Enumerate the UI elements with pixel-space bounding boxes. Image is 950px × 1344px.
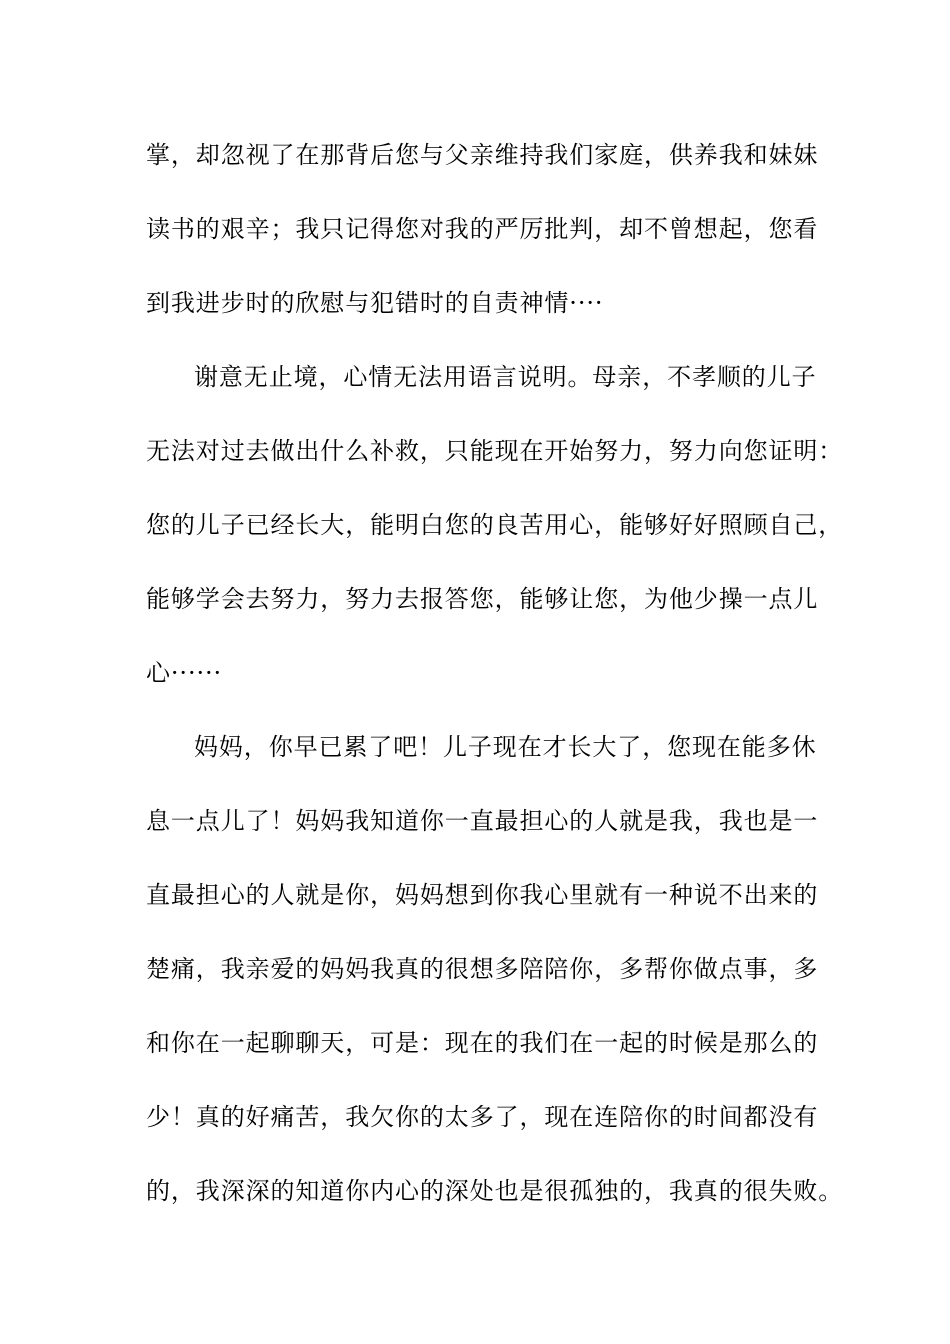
body-text: [146, 133, 844, 1243]
text-line: 的，我深深的知道你内心的深处也是很孤独的，我真的很失败。: [146, 1177, 844, 1205]
text-line: 和你在一起聊聊天，可是：现在的我们在一起的时候是那么的: [146, 1029, 819, 1057]
text-line: 楚痛，我亲爱的妈妈我真的很想多陪陪你，多帮你做点事，多: [146, 955, 819, 983]
text-line: 心······: [146, 659, 223, 687]
text-line: 少！真的好痛苦，我欠你的太多了，现在连陪你的时间都没有: [146, 1103, 819, 1131]
text-line: 到我进步时的欣慰与犯错时的自责神情····: [146, 289, 604, 317]
text-line: 您的儿子已经长大，能明白您的良苦用心，能够好好照顾自己，: [146, 511, 844, 539]
paragraph-start-line: 谢意无止境，心情无法用语言说明。母亲，不孝顺的儿子: [194, 363, 817, 391]
text-line: 无法对过去做出什么补救，只能现在开始努力，努力向您证明：: [146, 437, 844, 465]
text-line: 直最担心的人就是你，妈妈想到你我心里就有一种说不出来的: [146, 881, 819, 909]
text-line: 读书的艰辛；我只记得您对我的严厉批判，却不曾想起，您看: [146, 215, 819, 243]
paragraph-start-line: 妈妈，你早已累了吧！儿子现在才长大了，您现在能多休: [194, 733, 817, 761]
text-line: 能够学会去努力，努力去报答您，能够让您，为他少操一点儿: [146, 585, 819, 613]
text-line: 掌，却忽视了在那背后您与父亲维持我们家庭，供养我和妹妹: [146, 141, 819, 169]
text-line: 息一点儿了！妈妈我知道你一直最担心的人就是我，我也是一: [146, 807, 819, 835]
